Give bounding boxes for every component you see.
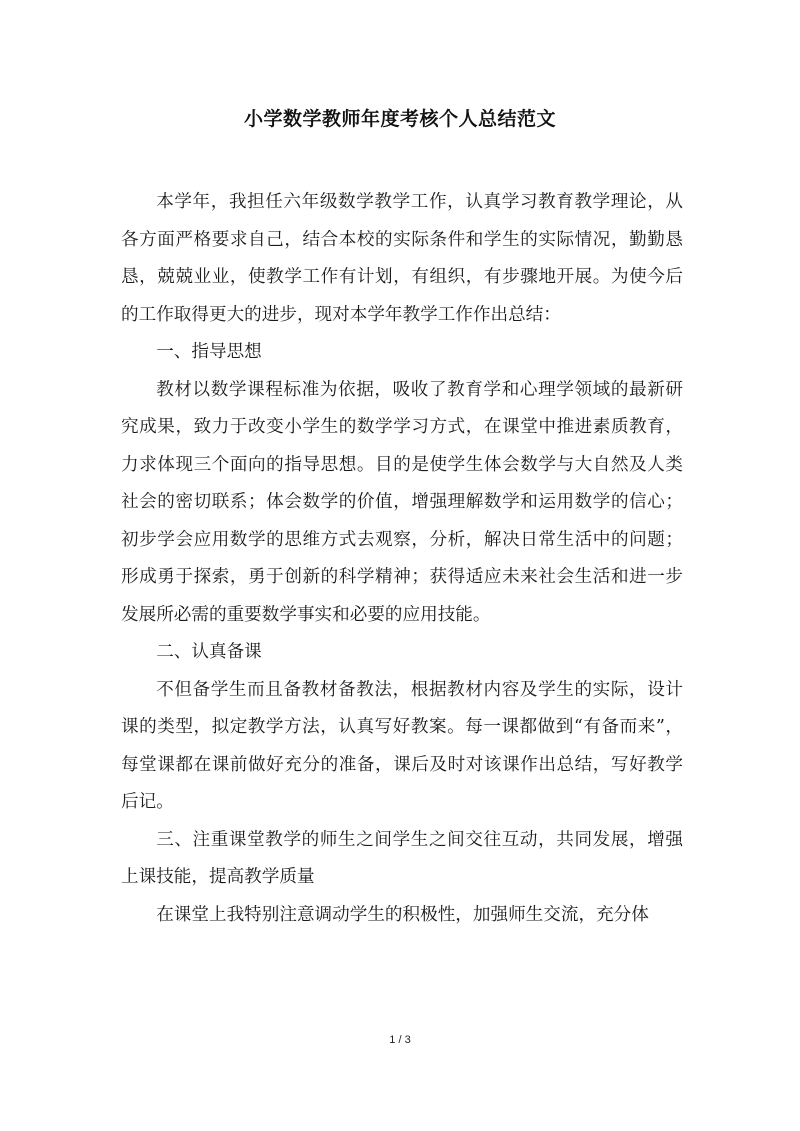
section-heading-lesson-preparation: 二、认真备课	[156, 642, 262, 662]
document-body	[121, 184, 683, 934]
paragraph-classroom-teaching: 在课堂上我特别注意调动学生的积极性，加强师生交流，充分体	[156, 904, 649, 925]
section-heading-guiding-ideology: 一、指导思想	[156, 342, 262, 362]
paragraph-intro: 本学年，我担任六年级数学教学工作，认真学习教育教学理论，从各方面严格要求自己，结合本校的实际条件和学生的实际情况，勤勤恳恳，兢兢业业，使教学工作有计划，有组织，有步骤地开展。为使今后的工作取得更大的进步，现对本学年教学工作作出总结：	[121, 192, 683, 325]
section-heading-classroom-teaching: 三、注重课堂教学的师生之间学生之间交往互动，共同发展，增强上课技能，提高教学质量	[121, 829, 683, 887]
paragraph-lesson-preparation: 不但备学生而且备教材备教法，根据教材内容及学生的实际，设计课的类型，拟定教学方法，认真写好教案。每一课都做到“有备而来”，每堂课都在课前做好充分的准备，课后及时对该课作出总结，写好教学后记。	[121, 679, 683, 812]
document-title: 小学数学教师年度考核个人总结范文	[243, 108, 556, 130]
page-number: 1 / 3	[389, 1034, 411, 1046]
paragraph-guiding-ideology: 教材以数学课程标准为依据，吸收了教育学和心理学领域的最新研究成果，致力于改变小学生的数学学习方式，在课堂中推进素质教育，力求体现三个面向的指导思想。目的是使学生体会数学与大自然及人类社会的密切联系；体会数学的价值，增强理解数学和运用数学的信心；初步学会应用数学的思维方式去观察，分析，解决日常生活中的问题；形成勇于探索，勇于创新的科学精神；获得适应未来社会生活和进一步发展所必需的重要数学事实和必要的应用技能。	[121, 379, 683, 625]
